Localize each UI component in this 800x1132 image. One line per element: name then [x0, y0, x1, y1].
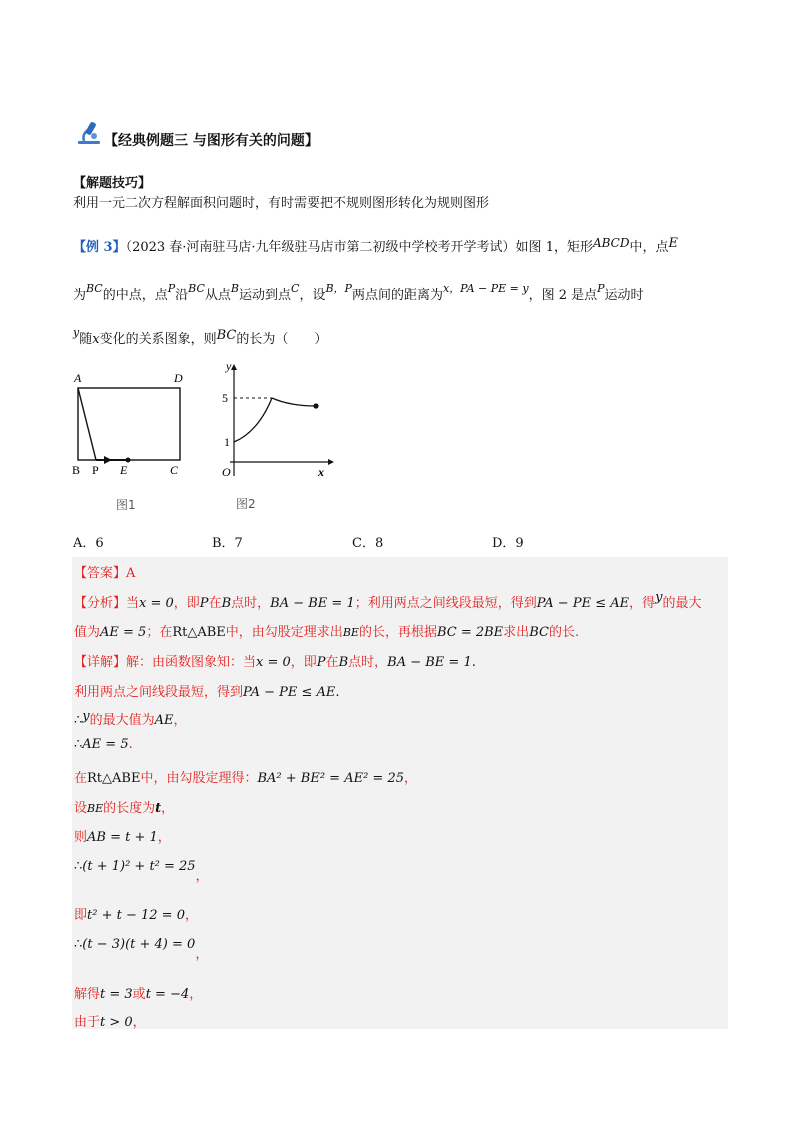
point-e-dot: [126, 458, 131, 463]
var-y: y: [73, 326, 80, 339]
answer-line: 【答案】A: [74, 566, 136, 581]
example-line-3: [73, 328, 327, 347]
label-e: E: [120, 463, 128, 477]
label-x: x: [318, 465, 324, 479]
text-fragment: ，即: [290, 655, 317, 670]
math: B: [221, 596, 232, 611]
math: B: [338, 655, 349, 670]
point-c: C: [291, 282, 300, 295]
text-fragment: 在: [208, 596, 222, 611]
math: AE = 5: [100, 625, 147, 640]
text-fragment: ，: [195, 947, 209, 962]
segment-pa: [78, 388, 96, 460]
text-fragment: ，: [195, 869, 209, 884]
text-fragment: ，设: [299, 288, 326, 303]
text-fragment: 运动时: [604, 288, 644, 303]
analysis-line-1: [74, 592, 702, 611]
math: t² + t − 12 = 0: [87, 908, 185, 923]
text-fragment: ，即: [173, 596, 200, 611]
text-fragment: 点时，: [231, 596, 271, 611]
text-fragment: 求出: [503, 625, 530, 640]
label-a: A: [74, 371, 82, 385]
text-fragment: ，得: [629, 596, 656, 611]
point-p: P: [344, 282, 352, 295]
text-fragment: .: [335, 685, 340, 700]
therefore-symbol: ∴: [74, 859, 83, 874]
var-x: x: [92, 332, 100, 347]
detail-line-7: [74, 826, 171, 845]
point-p: P: [597, 282, 605, 295]
text-fragment: ，图 2 是点: [528, 288, 598, 303]
curve-rising: [234, 398, 272, 442]
section-title: 【经典例题三 与图形有关的问题】: [104, 133, 319, 149]
figure-1: [64, 364, 204, 519]
math: AE = 5: [82, 737, 129, 752]
text-fragment: 随: [79, 332, 93, 347]
text-fragment: 中，由勾股定理求出: [225, 625, 343, 640]
text-fragment: ，: [404, 771, 418, 786]
analysis-line-2: [74, 621, 579, 640]
text-fragment: 的长为（ ）: [236, 332, 328, 347]
math: BC = 2BE: [436, 625, 504, 640]
label-5: 5: [222, 391, 228, 405]
tips-body: 利用一元二次方程解面积问题时，有时需要把不规则图形转化为规则图形: [73, 196, 490, 211]
math: P: [316, 655, 326, 670]
math: BE: [342, 626, 359, 639]
text-fragment: 的长，再根据: [358, 625, 437, 640]
figure-1-caption: 图1: [116, 498, 136, 512]
math: Rt△ABE: [87, 771, 141, 786]
segment-bc: BC: [216, 328, 237, 343]
choice-c: C．8: [352, 536, 384, 551]
math: x = 0: [256, 655, 291, 670]
text-fragment: ；利用两点之间线段最短，得到: [354, 596, 537, 611]
detail-line-9: [74, 904, 198, 923]
equation: ，PA − PE = y: [449, 282, 529, 295]
text-fragment: 的最大: [662, 596, 702, 611]
text-fragment: ，: [157, 830, 171, 845]
detail-line-12: [74, 1011, 146, 1030]
text-fragment: ，: [184, 908, 198, 923]
therefore-symbol: ∴: [74, 737, 83, 752]
figure-2-caption: 图2: [236, 497, 256, 511]
math: (t − 3)(t + 4) = 0: [82, 937, 196, 952]
text-fragment: 为: [73, 288, 87, 303]
choice-b: B．7: [212, 536, 243, 551]
example-line-2: [73, 284, 644, 303]
math: AB = t + 1: [87, 830, 158, 845]
text-fragment: ；在: [146, 625, 173, 640]
text-fragment: 中，由勾股定理得：: [140, 771, 258, 786]
math: y: [655, 590, 663, 605]
math: t: [155, 801, 162, 816]
math: BA − BE = 1: [387, 655, 472, 670]
label-b: B: [72, 463, 81, 477]
text-fragment: ，: [333, 282, 345, 295]
example-label: 【例 3】: [73, 240, 126, 255]
text-fragment: 变化的关系图象，则: [99, 332, 217, 347]
text-fragment: ，: [161, 801, 175, 816]
text-fragment: .: [128, 737, 133, 752]
tips-heading: 【解题技巧】: [73, 176, 152, 191]
text-fragment: 从点: [204, 288, 231, 303]
math: P: [199, 596, 209, 611]
text-fragment: 运动到点: [239, 288, 292, 303]
curve-falling: [272, 398, 316, 406]
text-fragment: 的长度为: [103, 801, 156, 816]
microscope-icon: [76, 120, 104, 146]
choice-a: A．6: [73, 536, 104, 551]
text-fragment: 设: [74, 801, 88, 816]
example-line-1: [73, 236, 678, 255]
math: t = −4: [145, 987, 190, 1002]
text-fragment: 在: [74, 771, 88, 786]
text-fragment: 的长.: [548, 625, 580, 640]
math: BA − BE = 1: [270, 596, 355, 611]
text-fragment: 点时，: [348, 655, 388, 670]
point-e: E: [668, 236, 678, 251]
arrow-head: [104, 456, 112, 464]
point-p: P: [167, 282, 176, 295]
example-source: （2023 春·河南驻马店·九年级驻马店市第二初级中学校考开学考试）如图 1，矩形: [125, 240, 593, 255]
math: t = 3: [100, 987, 133, 1002]
y-axis-arrow: [231, 364, 237, 370]
text-fragment: 的中点，点: [102, 288, 168, 303]
detail-line-10: [74, 933, 209, 962]
label-p: P: [92, 463, 99, 477]
text-fragment: 两点间的距离为: [351, 288, 443, 303]
label-c: C: [170, 463, 179, 477]
point-b: B: [325, 282, 334, 295]
math: AE: [154, 713, 174, 728]
text-fragment: 或: [132, 987, 146, 1002]
var-x: x: [442, 282, 450, 295]
text-fragment: 利用两点之间线段最短，得到: [74, 685, 244, 700]
text-fragment: .: [471, 655, 476, 670]
text-fragment: 的最大值为: [89, 713, 155, 728]
math: y: [82, 709, 90, 724]
detail-line-5: [74, 767, 417, 786]
text-fragment: 沿: [175, 288, 189, 303]
text-fragment: 在: [325, 655, 339, 670]
figure-2: [210, 356, 340, 519]
segment-bc: BC: [188, 282, 205, 295]
text-fragment: 则: [74, 830, 88, 845]
point-b: B: [230, 282, 239, 295]
text-fragment: 由于: [74, 1015, 101, 1030]
math: t > 0: [100, 1015, 133, 1030]
math: PA − PE ≤ AE: [536, 596, 630, 611]
text-fragment: ，: [132, 1015, 146, 1030]
detail-line-11: [74, 983, 202, 1002]
therefore-symbol: ∴: [74, 937, 83, 952]
label-o: O: [222, 465, 231, 479]
segment-bc: BC: [86, 282, 103, 295]
detail-line-1: [74, 651, 476, 670]
endpoint-dot: [313, 403, 318, 408]
text-fragment: 值为: [74, 625, 101, 640]
text-fragment: 即: [74, 908, 88, 923]
detail-line-8: [74, 855, 209, 884]
math: BC: [529, 625, 549, 640]
text-fragment: ，: [173, 713, 187, 728]
math: BA² + BE² = AE² = 25: [257, 771, 404, 786]
text-fragment: 【详解】解：由函数图象知：当: [74, 655, 257, 670]
choice-d: D．9: [492, 536, 524, 551]
rect-name: ABCD: [592, 236, 630, 250]
detail-line-4: [74, 737, 133, 752]
label-y: y: [226, 359, 232, 373]
text-fragment: 中，点: [629, 240, 669, 255]
detail-line-6: [74, 797, 174, 816]
detail-line-2: [74, 681, 340, 700]
text-fragment: 解得: [74, 987, 101, 1002]
math: BE: [87, 802, 104, 815]
x-axis-arrow: [328, 459, 334, 465]
label-1: 1: [224, 435, 230, 449]
math: x = 0: [139, 596, 174, 611]
text-fragment: ，: [189, 987, 203, 1002]
text-fragment: 【分析】当: [74, 596, 140, 611]
math: (t + 1)² + t² = 25: [82, 859, 196, 874]
math: PA − PE ≤ AE: [243, 685, 336, 700]
therefore-symbol: ∴: [74, 713, 83, 728]
math: Rt△ABE: [172, 625, 226, 640]
detail-line-3: [74, 709, 187, 728]
label-d: D: [174, 371, 183, 385]
